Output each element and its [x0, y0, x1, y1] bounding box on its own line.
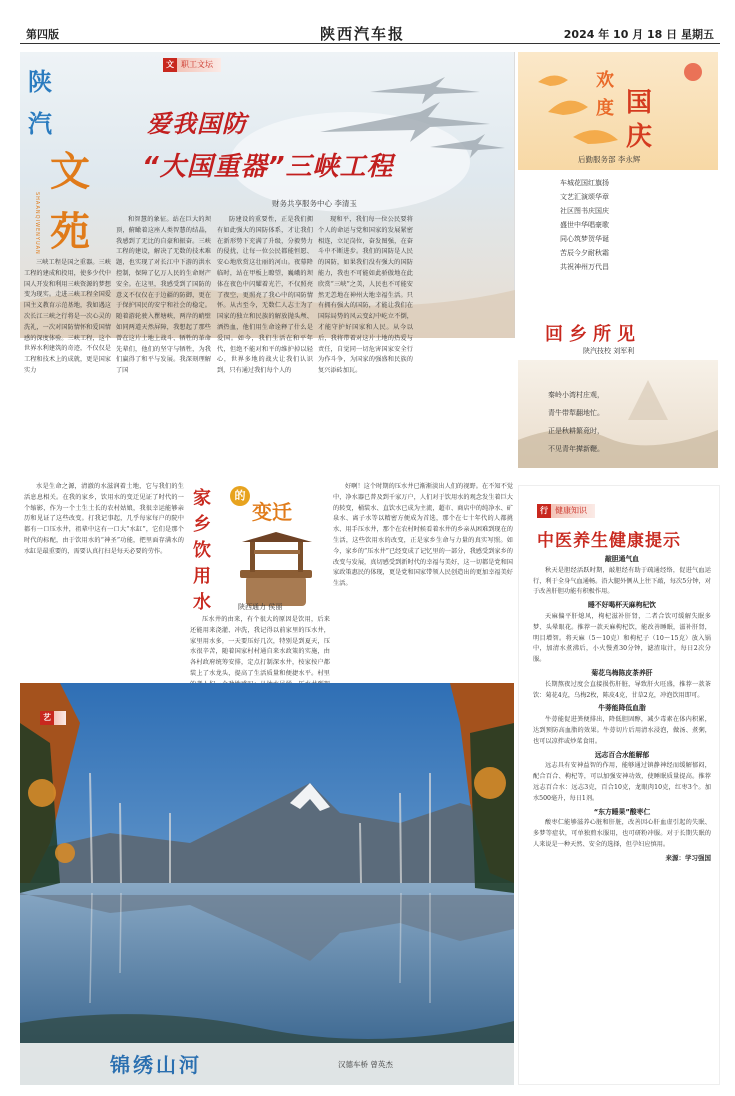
health-subheading: 远志百合水能解郁: [594, 750, 650, 759]
health-subheading: 菊花乌梅陈皮茶养肝: [591, 668, 653, 677]
poster-char: 欢: [596, 70, 614, 91]
feature-col-2: 和智慧的象征。站在巨大的坝顶，俯瞰着这座人类智慧的结晶，我感到了无比的自豪和振奋。三峡工程的建设，解决了无数的技术难题，也实现了对长江中下游的洪水控制，保障了亿万人民的生命财产安全。在这里，我感受到了国防的意义不仅仅在于边疆的防御，更在于保护国民的安宁和社会的稳定。随着游轮驶入瞿塘峡，两岸的峭壁如同两道天然屏障，我想起了那些曾在这片土地上战斗、牺牲的革命先辈们，他们的坚守与牺牲，为我们赢得了和平与发展。我深刻理解了国: [116, 216, 211, 375]
feature-section-label: 职工文坛: [177, 58, 221, 72]
water-byline: 陕西通力 侯丽: [238, 603, 283, 611]
feature-section-tag: [163, 58, 221, 72]
health-tag-char: 行: [537, 504, 551, 518]
poem-line: 车城花国红旗扬: [560, 179, 609, 187]
photo-byline: 汉德车桥 曾英杰: [338, 1060, 393, 1069]
water-title-char: 乡: [193, 514, 211, 535]
poem2-lines: [548, 386, 604, 458]
national-day-poster: [518, 52, 718, 170]
health-paragraph: 天麻偏平肝熄风，枸杞滋补肝肾，二者合饮可缓解失眠多梦、头晕眼花。推荐一款天麻枸杞饮，能改善睡眠，滋补肝肾，明目增智。将天麻（5～10克）和枸杞子（10～15克）放入锅中，加清水煮沸后，小火慢煮30分钟，滤渣取汁，每日2次分服。: [533, 612, 711, 664]
poster-char: 度: [596, 98, 614, 119]
water-title-char: 家: [193, 488, 211, 509]
health-subheading: 敲胆通气血: [605, 555, 639, 563]
column-title-char: 文: [50, 148, 90, 195]
well-illustration: [228, 534, 328, 612]
water-title-char: 饮: [193, 540, 211, 561]
health-paragraph: 长期熬夜过度会直接损伤肝脏，导致肝火旺盛，推荐一款茶饮：菊花4克，乌梅2枚，陈皮4克，甘草2克，冲泡饮用即可。: [533, 680, 711, 699]
edition-label: 第四版: [26, 28, 59, 41]
poem2-title: 回乡所见: [545, 324, 641, 345]
column-title: [22, 60, 90, 255]
water-title-char: 水: [193, 592, 211, 613]
poem-line: 共祝神州万代昌: [560, 263, 609, 271]
health-paragraph: 酸枣仁能够滋养心脏和肝脏，改善因心肝血虚引起的失眠、多梦等症状，可单独煎水服用，也可研粉冲服。对于长期失眠的人来说是一种天然、安全的选择，但孕妇应慎用。: [533, 819, 711, 848]
feature-byline: 财务共享服务中心 李清玉: [272, 199, 357, 208]
health-subheading: 睡不好喝杯天麻枸杞饮: [588, 601, 656, 610]
poem-line: 青牛带犁翻地忙。: [548, 409, 604, 417]
landscape-photo: [20, 683, 514, 1085]
poster-char: 庆: [626, 122, 653, 152]
column-pinyin: SHAANQIWENYUAN: [34, 192, 40, 255]
poem2-background: [518, 360, 718, 468]
poem-line: 正是秋耕繁竟时，: [548, 427, 604, 435]
dove-icon: [518, 52, 718, 170]
health-section-label: 健康知识: [551, 504, 595, 518]
photo-mountain-lake: [20, 683, 514, 1085]
poem-line: 社区图书庆国庆: [560, 207, 609, 215]
page-header: [20, 22, 720, 44]
health-paragraph: 牛蒡能促进粪便排出，降低胆固醇，减少毒素在体内积累，达到预防高血脂的效果。牛蒡切片后用清水浸泡，做汤、煮粥，也可以凉拌或炒菜食用。: [533, 716, 711, 745]
poster-char: 国: [626, 88, 653, 118]
health-title: 中医养生健康提示: [537, 531, 681, 551]
poem-line: 苦辰今夕耐秋霜: [560, 249, 609, 257]
poem-line: 文艺汇演颂华章: [560, 193, 609, 201]
issue-date: 2024 年 10 月 18 日 星期五: [563, 28, 714, 41]
column-title-char: 陕: [28, 67, 52, 96]
health-subheading: 牛蒡能降低血脂: [598, 704, 646, 713]
national-day-poem: [560, 176, 670, 274]
photo-title: 锦绣山河: [110, 1053, 202, 1077]
health-paragraph: 秋天是胆经活跃时期，敲胆经有助于疏通经络，促进气血运行，利于全身气血通畅。沿大腿外侧从上往下敲，每次5分钟，对于改善肝胆功能有积极作用。: [533, 566, 711, 596]
feature-title-line1: 爱我国防: [147, 110, 247, 138]
health-subheading: “东方睡果”酸枣仁: [593, 807, 651, 816]
feature-col-4: 现和平，我们每一位公民要将个人的命运与党和国家的发展紧密相连，立足岗位，奋发图强，在奋斗中不断进步。我们的国防是人民的国防，如果我们没有强大的国防能力，我也不可能如此骄傲地在此欣赏“三峡”之美，人民也不可能安然无恙地在神州大地幸福生活。只有拥有强大的国防，才能让我们在国际局势的风云变幻中屹立不倒，才能守护好国家和人民。从今以后，我将带着对这片土地的热爱与责任，自觉同一切危害国家安全行为作斗争，为国家的强盛和民族的复兴添砖加瓦。: [318, 216, 413, 375]
health-section-tag: [537, 504, 595, 518]
poem-line: 秦岭小湾村庄观，: [548, 391, 604, 399]
health-source: 来源：学习强国: [665, 853, 711, 862]
water-col-1: 水是生命之源，清澈的水滋润着土地，它与我们的生活息息相关。在我的家乡，饮用水的变迁见证了时代的一个缩影，作为一个土生土长的农村姑娘，我很幸运能够亲历和见证了这些改变。打我记事起，几乎每家每户的院中都有一口压水井，祖辈中这有一口大“水缸”，它们是那个时代的标配，由于饮用水的“神圣”功能，把里面存满水的水缸是最重要的，需要认真打扫是每天必要的劳作。: [24, 483, 184, 555]
water-title-art: [188, 484, 328, 612]
health-paragraph: 远志具有安神益智的作用，能够通过镇静神经而缓解郁闷，配合百合、枸杞等，可以加强安神功效，使睡眠质量提高。推荐远志百合水：远志3克，百合10克，龙眼肉10克，红枣3个。加水500毫升，每日1剂。: [533, 762, 711, 802]
photo-tag-char: 艺: [40, 711, 54, 725]
column-title-char: 汽: [28, 109, 52, 138]
photo-section-tag: [40, 711, 66, 725]
poem-line: 盛世中华唱豪歌: [560, 221, 609, 229]
masthead: 陕西汽车报: [320, 25, 406, 43]
column-title-char: 苑: [50, 208, 90, 255]
water-title-change: 变迁: [252, 500, 292, 524]
poem-line: 同心筑梦贺华诞: [560, 235, 609, 243]
water-title-de: 的: [230, 486, 250, 506]
feature-col-1: 三峡工程是国之重器。三峡工程的建成和投用，使多少代中国人开发和利用三峡资源的梦想变为现实。走进三峡工程全国爱国主义教育示范基地，我如遇这次长江三峡之行将是一次心灵的洗礼，一次对国防情怀和爱国情感的深度体验。三峡工程，这个世界水利建筑的奇迹，不仅仅是工程和技术上的成就，更是国家实力: [24, 259, 111, 374]
health-section: [518, 485, 720, 1085]
water-col-3: 好啊！这个时期的压水井已渐渐淡出人们的视野。在不知不觉中，净水器已普及到千家万户，人们对于饮用水的观念发生着巨大的转变，桶装水、直饮水已成为主流，超市、商店中的纯净水、矿泉水、离子水等以精密方便成为首选，那个在七十年代的人都挑水、用手压水井，那个在农村时候看着水井的乡亲从困难到现在的生活，这些饮用水的改变，正是家乡生命与力量的真实写照。如今，家乡的“压水井”已经变成了记忆里的一部分，我感受到家乡的改变与发展，真切感受到新时代的幸福与美好，这一切都是党和国家政策惠民的体现，更是党和国家带领人民创造出的更加幸福美好生活。: [333, 483, 513, 588]
feature-tag-char: 文: [163, 58, 177, 72]
national-day-byline: 后勤服务部 李永辉: [578, 155, 641, 164]
feature-title-line2: “大国重器”三峡工程: [142, 152, 394, 182]
poem2-byline: 陕汽技校 刘军利: [583, 347, 635, 355]
poem-line: 不见青年撵新鞭。: [548, 445, 604, 453]
water-col-2: 压水井的由来，有个很大的原因是饮用，后来还能用来浇灌、冲洗，我记得以前家里的压水井，家里用水多，一天要压好几次，特别是到夏天，压水很辛苦，随着国家村村通自来水政策的实施，由各村政府统筹安排，定点打制深水井，按家按户都装上了水龙头，提高了生活质量和便捷水平。村里: [190, 616, 330, 677]
feature-col-3: 防建设的重要性，正是我们拥有如此强大的国防体系，才让我们在新形势下充满了升级，分毅势力的侵扰，让每一位公民都能恒愿、安心地欣赏这壮丽的河山。夜幕降临时，站在甲板上瞭望，巍峨的坝体在夜色中闪耀着光芒，不仅照亮了夜空，更照亮了我心中的国防情怀。从古至今，无数仁人志士为了国家的独立和民族的解放抛头颅、洒热血，他们用生命诠释了什么是爱国。如今，我们生活在和平年代，但绝不能对和平的维护掉以轻心，世界多地的战火让我们认识到，只有通过我们每个人的: [217, 216, 313, 375]
health-body: [533, 552, 711, 1078]
water-title-char: 用: [193, 566, 211, 587]
